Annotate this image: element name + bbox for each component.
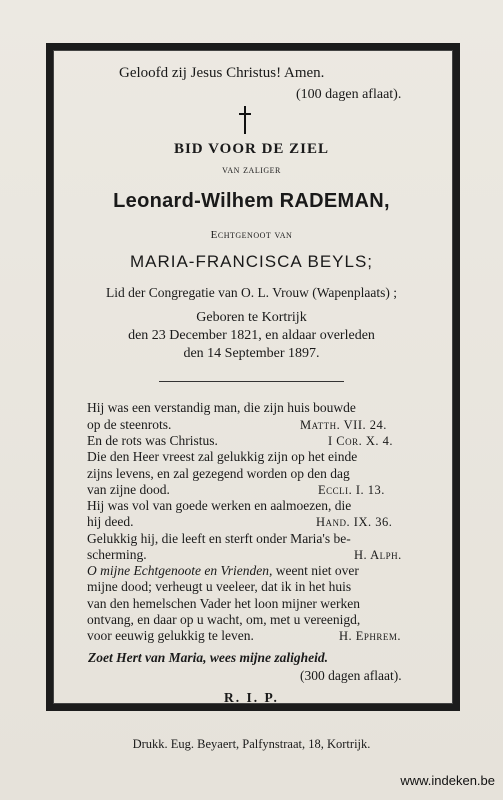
greeting: Geloofd zij Jesus Christus! Amen.: [119, 65, 325, 81]
indulgence-top: (100 dagen aflaat).: [296, 87, 402, 102]
verse-line: ontvang, en daar op u wacht, om, met u vereenigd,: [87, 612, 361, 627]
prayer-heading: BID VOOR DE ZIEL: [173, 141, 330, 157]
verse-reference: H. Alph.: [354, 548, 402, 562]
dates-line-2: den 14 September 1897.: [183, 346, 320, 361]
verse-line: Hij was een verstandig man, die zijn huis bouwde: [87, 400, 356, 415]
verse-line: Gelukkig hij, die leeft en sterft onder Maria's be-: [87, 531, 351, 546]
dates-line-1: den 23 December 1821, en aldaar overleden: [128, 328, 375, 343]
verse-line: van zijne dood.: [87, 482, 170, 497]
printer-credit: Drukk. Eug. Beyaert, Palfynstraat, 18, Kortrijk.: [132, 737, 371, 751]
verse-line: mijne dood; verheugt u veeleer, dat ik in het huis: [87, 579, 352, 594]
verse-line: van den hemelschen Vader het loon mijner werken: [87, 596, 361, 611]
verse-reference: Matth. VII. 24.: [300, 418, 387, 432]
verse-line: voor eeuwig gelukkig te leven.: [87, 628, 254, 643]
verse-line: Die den Heer vreest zal gelukkig zijn op het einde: [87, 449, 358, 464]
spouse-name: MARIA-FRANCISCA BEYLS;: [129, 252, 374, 271]
verse-text: weent niet over: [272, 563, 359, 578]
verse-reference: I Cor. X. 4.: [328, 434, 394, 448]
van-zaliger: van zaliger: [222, 164, 281, 176]
verse-reference: Eccli. I. 13.: [318, 483, 385, 497]
verse-italic-opening: O mijne Echtgenoote en Vrienden,: [87, 563, 273, 578]
rip: R. I. P.: [224, 690, 279, 705]
verse-line: op de steenrots.: [87, 417, 172, 432]
verse-line: hij deed.: [87, 514, 134, 529]
verse-reference: H. Ephrem.: [339, 629, 402, 643]
deceased-name: Leonard-Wilhem RADEMAN,: [113, 190, 390, 212]
verse-line-first: [87, 563, 359, 579]
verse-line: zijns levens, en zal gezegend worden op den dag: [87, 466, 350, 481]
divider: [159, 381, 344, 382]
spouse-label: Echtgenoot van: [210, 229, 293, 241]
congregation: Lid der Congregatie van O. L. Vrouw (Wapenplaats) ;: [105, 285, 397, 300]
verse-line: scherming.: [87, 547, 147, 562]
verse-reference: Hand. IX. 36.: [316, 515, 393, 529]
verse-line: En de rots was Christus.: [87, 433, 218, 448]
verse-line: Hij was vol van goede werken en aalmoezen, die: [87, 498, 352, 513]
cross-icon: [239, 106, 251, 134]
invocation: Zoet Hert van Maria, wees mijne zaligheid.: [88, 650, 328, 665]
born: Geboren te Kortrijk: [196, 310, 307, 325]
indulgence-bottom: (300 dagen aflaat).: [300, 668, 402, 683]
watermark: www.indeken.be: [400, 773, 495, 788]
